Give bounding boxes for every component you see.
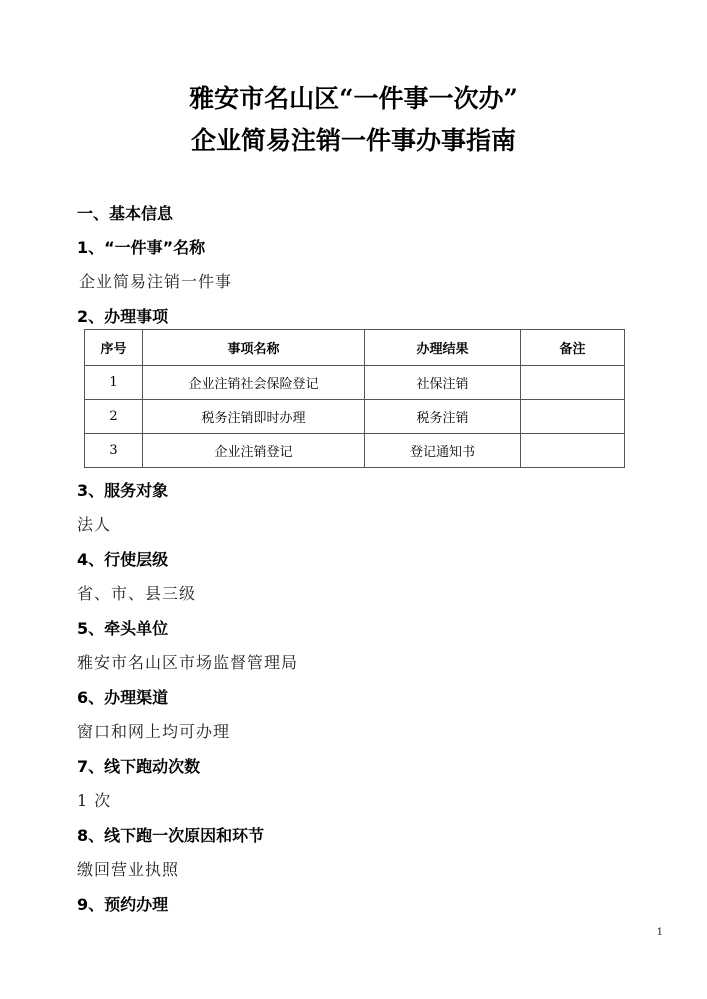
table-row <box>85 400 625 434</box>
exercise-level-value: 省、市、县三级 <box>77 584 197 603</box>
offline-reason-value: 缴回营业执照 <box>77 860 180 879</box>
document-title-line-1: 雅安市名山区“一件事一次办” <box>189 84 518 113</box>
heading-exercise-level: 4、行使层级 <box>77 550 169 569</box>
heading-appointment: 9、预约办理 <box>77 895 169 914</box>
row-2-item-name: 税务注销即时办理 <box>143 400 365 434</box>
row-1-result: 社保注销 <box>365 366 521 400</box>
table-row <box>85 434 625 468</box>
handling-items-table <box>84 329 625 468</box>
heading-service-target: 3、服务对象 <box>77 481 169 500</box>
row-1-item-name: 企业注销社会保险登记 <box>143 366 365 400</box>
section-heading-basic-info: 一、基本信息 <box>77 204 174 223</box>
row-3-result: 登记通知书 <box>365 434 521 468</box>
row-1-remarks <box>521 366 625 400</box>
handling-channel-value: 窗口和网上均可办理 <box>77 722 231 741</box>
row-3-item-name: 企业注销登记 <box>143 434 365 468</box>
header-serial-number: 序号 <box>85 330 143 366</box>
heading-offline-visits: 7、线下跑动次数 <box>77 757 201 776</box>
row-2-result: 税务注销 <box>365 400 521 434</box>
heading-handling-channel: 6、办理渠道 <box>77 688 169 707</box>
row-3-serial: 3 <box>85 434 143 468</box>
row-3-remarks <box>521 434 625 468</box>
heading-matter-name: 1、“一件事”名称 <box>77 238 206 257</box>
row-2-remarks <box>521 400 625 434</box>
heading-lead-unit: 5、牵头单位 <box>77 619 169 638</box>
lead-unit-value: 雅安市名山区市场监督管理局 <box>77 653 299 672</box>
row-2-serial: 2 <box>85 400 143 434</box>
document-title-line-2: 企业简易注销一件事办事指南 <box>190 126 516 155</box>
header-result: 办理结果 <box>365 330 521 366</box>
table-header-row <box>85 330 625 366</box>
page-number: 1 <box>656 927 663 938</box>
heading-offline-reason: 8、线下跑一次原因和环节 <box>77 826 265 845</box>
matter-name-value: 企业简易注销一件事 <box>79 272 233 291</box>
offline-visits-value: 1 次 <box>77 791 112 810</box>
row-1-serial: 1 <box>85 366 143 400</box>
heading-handling-items: 2、办理事项 <box>77 307 169 326</box>
service-target-value: 法人 <box>77 515 112 534</box>
table-row <box>85 366 625 400</box>
header-item-name: 事项名称 <box>143 330 365 366</box>
header-remarks: 备注 <box>521 330 625 366</box>
